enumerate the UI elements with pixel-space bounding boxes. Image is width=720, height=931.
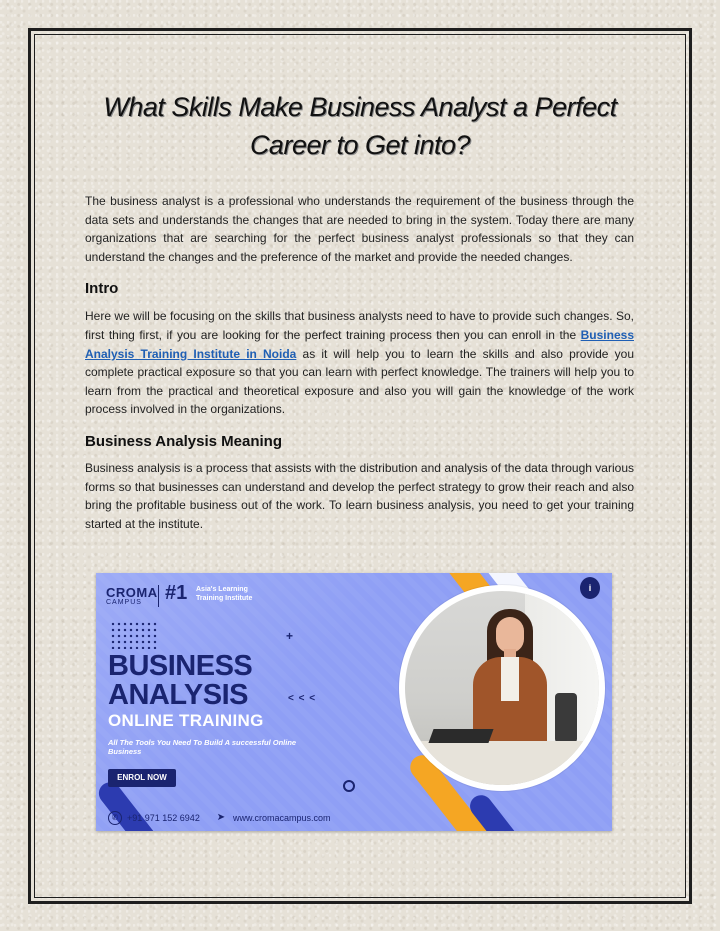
chevron-left-icon: < < < <box>288 693 317 704</box>
training-institute-link[interactable]: Business Analysis Training Institute in Noida <box>85 327 634 361</box>
document-body <box>85 192 634 533</box>
document-title <box>60 88 660 164</box>
phone-icon: ✆ <box>108 811 122 825</box>
croma-campus-logo <box>106 583 161 609</box>
intro-text-after-link: as it will help you to learn the skills and also provide you complete practical exposure so that you can learn with perfect knowledge. The trainers will help you to learn from the practical and theoretical exposure and also you will gain the knowledge of the work process involved in the organizations. <box>85 346 634 417</box>
enrol-now-button[interactable]: ENROL NOW <box>108 769 176 787</box>
contact-website <box>214 811 331 825</box>
photo-chair <box>555 693 577 743</box>
document-title-line-2: Career to Get into? <box>249 130 471 160</box>
photo-person-shirt <box>501 657 519 701</box>
instructor-photo <box>399 585 605 791</box>
intro-heading: Intro <box>85 280 119 298</box>
logo-sub-text: CAMPUS <box>106 598 142 606</box>
meaning-paragraph: Business analysis is a process that assists with the distribution and analysis of the data through various forms so that businesses can understand and develop the perfect strategy to grow their reach and also bring the profitable business out of the work. To learn business analysis, you need to get your training started at the institute. <box>85 460 634 531</box>
meaning-heading: Business Analysis Meaning <box>85 432 283 450</box>
document-title-line-1: What Skills Make Business Analyst a Perfect <box>103 92 617 122</box>
banner-tagline: All The Tools You Need To Build A successful Online Business <box>108 738 297 756</box>
photo-person-face <box>496 617 524 653</box>
photo-desk <box>405 741 599 785</box>
banner-headline-business: BUSINESS <box>108 650 253 682</box>
logo-main-text: CROMA <box>106 584 158 600</box>
rank-description: Asia's Learning Training Institute <box>196 586 253 602</box>
banner-headline-analysis: ANALYSIS <box>108 679 248 711</box>
intro-section-paragraph <box>85 307 634 419</box>
ring-decoration <box>343 780 355 792</box>
info-icon: i <box>580 577 600 599</box>
website-url: www.cromacampus.com <box>233 813 331 823</box>
logo-divider <box>158 585 159 607</box>
banner-headline-online-training: ONLINE TRAINING <box>108 711 264 730</box>
plus-icon: + <box>286 629 294 643</box>
photo-scene <box>405 591 599 785</box>
phone-number: +91 971 152 6942 <box>127 813 200 823</box>
photo-laptop <box>428 729 493 743</box>
intro-text-before-link: Here we will be focusing on the skills that business analysts need to have to provide such changes. So, first thing first, if you are looking for the perfect training process then you can enroll in the <box>85 309 634 342</box>
contact-phone <box>108 811 200 825</box>
dot-grid-decoration <box>110 621 158 649</box>
intro-paragraph: The business analyst is a professional who understands the requirement of the business through the data sets and understands the changes that are needed to bring in the system. Today there are many organizations that are searching for the perfect business analyst professionals so that they can understand the changes and the preference of the market and provide the needed changes. <box>85 194 634 264</box>
rank-badge: #1 <box>165 582 188 604</box>
send-icon: ➤ <box>216 812 226 823</box>
course-banner-image <box>96 573 612 831</box>
